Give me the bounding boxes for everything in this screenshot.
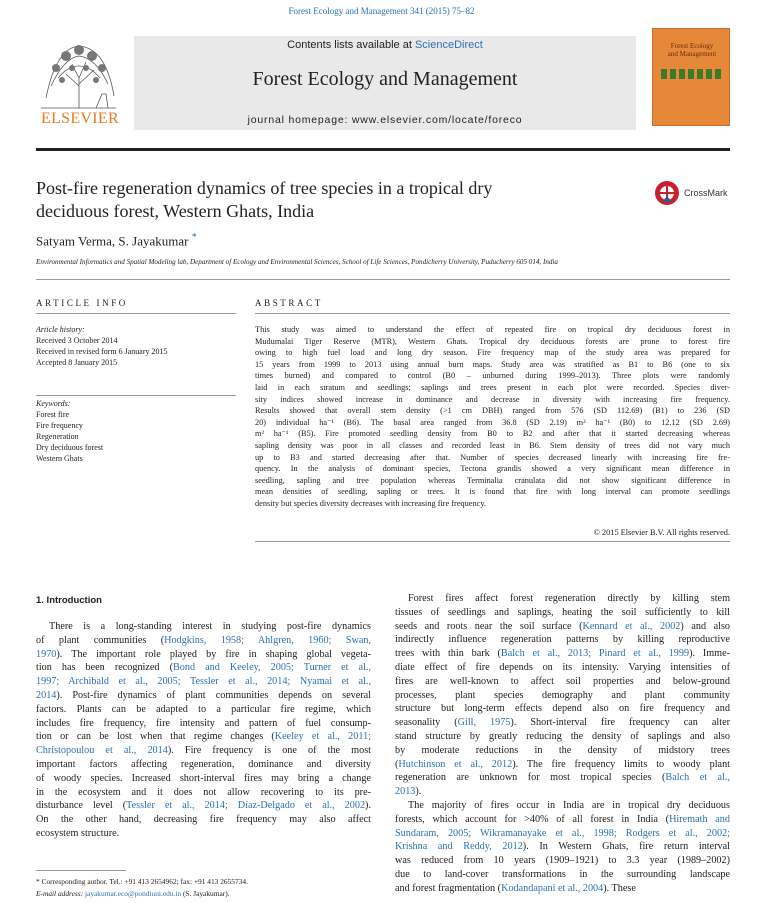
abstract-line: 20) individual ha⁻¹ (B6). The basal area ranged from 36.8 (SD 2.19) m² ha⁻¹ (B0) to 12.12 (SD 2.69)	[255, 417, 730, 427]
authors	[36, 232, 197, 249]
abstract-line: seedling, sapling and tree population whereas Terminalia cranulata did not show significant difference in	[255, 475, 730, 485]
text-line	[395, 716, 730, 730]
journal-title: Forest Ecology and Management	[252, 68, 518, 90]
text-line	[36, 744, 371, 758]
text-segment: by moderate reductions in the density of midstory trees	[395, 744, 730, 756]
footnote-rule	[36, 870, 126, 871]
text-segment: ) and also	[680, 620, 730, 632]
keyword: Fire frequency	[36, 421, 83, 430]
text-line	[395, 675, 730, 689]
article-history	[36, 324, 236, 368]
text-segment: Forest fires affect forest regeneration directly by killing stem	[408, 593, 730, 604]
email-suffix: (S. Jayakumar).	[181, 889, 230, 898]
text-segment: in the ecosystem and it does not allow recovering to its pre-	[36, 786, 371, 798]
history-revised: Received in revised form 6 January 2015	[36, 347, 168, 356]
citation-link[interactable]: Kodandapani et al., 2004	[501, 882, 604, 894]
text-segment: fires are well-known to affect soil properties and below-ground	[395, 675, 730, 687]
citation-link[interactable]: Tessler et al., 2014; Díaz-Delgado et al., 2002	[126, 800, 366, 812]
text-line	[395, 730, 730, 744]
text-segment: structure but long-term effects depend also on fire frequency and	[395, 703, 730, 715]
text-segment: due to land-cover transformations in the surrounding landscape	[395, 868, 730, 880]
article-info-rule	[36, 313, 236, 314]
text-segment: ). Fire frequency is one of the most	[167, 745, 371, 757]
journal-homepage[interactable]: journal homepage: www.elsevier.com/locate/foreco	[247, 114, 523, 126]
journal-masthead	[134, 36, 636, 130]
contents-line	[134, 39, 636, 51]
text-line	[36, 675, 371, 689]
text-segment: stand structure by greatly reducing the density of saplings and also	[395, 730, 730, 742]
abstract-line: owing to high fuel load and long dry season. Fire frequency map of the study area was prepared for	[255, 348, 730, 358]
text-line	[395, 744, 730, 758]
elsevier-wordmark: ELSEVIER	[41, 110, 119, 127]
text-segment: ). Short-interval fire frequency can alter	[510, 717, 730, 729]
corresponding-author-footnote: * Corresponding author. Tel.: +91 413 2654962; fax: +91 413 2655734.	[36, 877, 248, 886]
crossmark-badge[interactable]	[654, 180, 736, 208]
citation-link[interactable]: Bond and Keeley, 2005; Turner et al.,	[172, 662, 371, 674]
text-segment: was reduced from 10 years (1909–1921) to 3.3 year (1989–2002)	[395, 855, 730, 867]
citation-link[interactable]: 2014	[36, 689, 57, 701]
citation-link[interactable]: Krishna and Reddy, 2012	[395, 841, 523, 853]
cover-trees-icon	[659, 67, 725, 81]
text-line	[36, 827, 371, 841]
text-line	[36, 634, 371, 648]
article-info-heading: ARTICLE INFO	[36, 298, 128, 308]
text-line	[395, 840, 730, 854]
abstract-heading: ABSTRACT	[255, 298, 323, 308]
journal-cover[interactable]	[652, 28, 730, 126]
text-segment: trees with thin bark (	[395, 648, 501, 660]
abstract-line: 15 years from 1999 to 2013 using annual burn maps. Study area was stratified as B1 to B6 (one to six	[255, 359, 730, 369]
text-segment: seeds and roots near the soil surface (	[395, 620, 583, 632]
text-line	[395, 592, 730, 606]
text-line	[36, 772, 371, 786]
sciencedirect-link[interactable]: ScienceDirect	[414, 39, 483, 51]
email-link[interactable]: jayakumar.eco@pondiuni.edu.in	[85, 889, 182, 898]
text-segment: includes fire frequency, fire intensity and pattern of fuel consump-	[36, 717, 371, 729]
text-line	[395, 882, 730, 896]
text-segment: ). The important role played by fire in shaping global vegeta-	[56, 648, 371, 660]
abstract-line: sity indices showed increase in dominance and decrease in diversity with increasing fire frequency.	[255, 394, 730, 404]
text-line	[36, 786, 371, 800]
text-segment: of woody species. Increased short-interval fires may bring a change	[36, 772, 371, 784]
history-accepted: Accepted 8 January 2015	[36, 358, 118, 367]
citation-link[interactable]: Christopoulou et al., 2014	[36, 745, 168, 757]
abstract-line: laid in each stratum and seedlings; saplings and trees present in each plot were recorded. Species diver-	[255, 382, 730, 392]
text-line	[395, 633, 730, 647]
text-segment: ). In Western Ghats, fire return interval	[522, 841, 730, 853]
abstract-line: times burned) and compared to control (B0 – unburned during 1999–2013). Three plots were randomly	[255, 371, 730, 381]
crossmark-label: CrossMark	[684, 188, 728, 198]
text-segment: ).	[365, 800, 371, 812]
text-line	[395, 689, 730, 703]
text-segment: forests, which account for >40% of all forest in India (	[395, 813, 670, 825]
abstract-line: sapling density was poor in all classes and recorded least in B6. Stem density of trees did not vary much	[255, 440, 730, 450]
text-line	[395, 813, 730, 827]
email-label: E-mail address:	[36, 889, 85, 898]
text-line	[36, 758, 371, 772]
abstract-line: density but species diversity decreases with increasing fire frequency.	[255, 498, 486, 508]
text-segment: ). Post-fire dynamics of plant communities depends on several	[56, 689, 371, 701]
text-segment: (	[395, 758, 399, 770]
keyword: Dry deciduous forest	[36, 443, 104, 452]
abstract-line: Mudumalai Tiger Reserve (MTR), Western Ghats. Tropical dry deciduous forests are prone to forest fire	[255, 336, 730, 346]
text-segment: and forest fragmentation (	[395, 882, 502, 894]
keywords	[36, 398, 236, 464]
text-segment: disturbance level (	[36, 800, 127, 812]
intro-left-column	[36, 620, 371, 841]
abstract-line: Results showed that overall stem density (>1 cm DBH) ranged from 576 (SD 112.69) (B1) to 236 (SD	[255, 406, 730, 416]
text-segment: tissues of seedlings and saplings, heating the soil sufficiently to kill	[395, 606, 730, 618]
article-title: Post-fire regeneration dynamics of tree species in a tropical dry deciduous forest, Western Ghats, India	[36, 178, 493, 221]
text-segment: tion or can be lost when that regime changes (	[36, 731, 275, 743]
crossmark-icon	[654, 180, 680, 206]
text-line	[395, 606, 730, 620]
text-segment: ). These	[603, 882, 636, 894]
keyword: Western Ghats	[36, 454, 83, 463]
abstract-line: mean densities of seedling, sapling or trees. It is found that fire with long interval can promote seedlings	[255, 487, 730, 497]
citation-link[interactable]: Gill, 1975	[457, 717, 511, 729]
text-segment: processes, plant species demography and plant community	[395, 689, 730, 701]
text-segment: seasonality (	[395, 717, 458, 729]
citation-link[interactable]: Keeley et al., 2011;	[274, 731, 371, 743]
text-segment: ecosystem structure.	[36, 827, 120, 839]
text-line	[36, 689, 371, 703]
text-segment: ).	[415, 786, 422, 798]
history-label: Article history:	[36, 325, 85, 334]
text-segment: On the other hand, decreasing fire frequency may also affect	[36, 814, 371, 826]
text-segment: tion has been recognized (	[36, 662, 173, 674]
citation-link[interactable]: 1970	[36, 648, 57, 660]
citation-link[interactable]: Balch et al., 2013; Pinard et al., 1999	[500, 648, 690, 660]
text-line	[395, 647, 730, 661]
abstract-line: up to B3 and started decreasing after that. Number of species decreased linearly with increasing fire fre-	[255, 452, 730, 462]
abstract-body	[255, 324, 730, 510]
abstract-line: m² ha⁻¹ (B5). Fire promoted seedling density from B0 to B2 and after that it started decreasing whereas	[255, 429, 730, 439]
introduction-heading: 1. Introduction	[36, 595, 102, 606]
text-segment: ). Imme-	[689, 648, 730, 660]
text-segment: of plant communities (	[36, 634, 165, 646]
keyword: Forest fire	[36, 410, 70, 419]
text-segment: important factors affecting regeneration, dominance and diversity	[36, 758, 371, 770]
text-segment: There is a long-standing interest in studying post-fire dynamics	[49, 621, 371, 632]
text-line	[36, 703, 371, 717]
text-segment: factors. Plants can be adapted to a particular fire regime, which	[36, 703, 371, 715]
affiliation: Environmental Informatics and Spatial Modeling lab, Department of Ecology and Environmental Sciences, School of Life Sciences, Pondicherry University, Puducherry 605 014, India	[36, 258, 558, 266]
running-head[interactable]: Forest Ecology and Management 341 (2015) 75–82	[288, 6, 475, 16]
text-line	[395, 702, 730, 716]
citation-link[interactable]: Sundaram, 2005; Wikramanayake et al., 1998; Rodgers et al., 2002;	[395, 827, 730, 839]
keywords-rule	[36, 395, 236, 396]
text-line	[395, 854, 730, 868]
text-line	[395, 868, 730, 882]
text-line	[395, 827, 730, 841]
citation-link[interactable]: Hiremath and	[669, 813, 730, 825]
text-segment: The majority of fires occur in India are in tropical dry deciduous	[408, 799, 730, 811]
history-received: Received 3 October 2014	[36, 336, 118, 345]
text-line	[36, 813, 371, 827]
text-segment: diate effect of fire depends on its intensity. Varying intensities of	[395, 661, 730, 673]
keyword: Regeneration	[36, 432, 79, 441]
citation-link[interactable]: Balch et al.,	[665, 772, 730, 784]
text-line	[36, 620, 371, 634]
text-line	[36, 717, 371, 731]
text-line	[395, 758, 730, 772]
text-line	[395, 661, 730, 675]
text-line	[36, 799, 371, 813]
text-segment: indirectly influence regeneration patterns by killing reproductive	[395, 634, 730, 646]
section-rule	[36, 279, 730, 280]
text-segment: ). The fire frequency limits to woody plant	[512, 758, 730, 770]
text-line	[36, 661, 371, 675]
citation-link[interactable]: Kennard et al., 2002	[582, 620, 681, 632]
text-segment: regeneration are unknown for most tropical species (	[395, 772, 666, 784]
abstract-line: This study was aimed to understand the effect of repeated fire on tropical dry deciduous forest in	[255, 325, 730, 334]
contents-prefix: Contents lists available at	[287, 39, 415, 51]
abstract-line: quency. In the analysis of dominant species, Tectona grandis showed a very significant mean difference in	[255, 464, 730, 474]
keywords-label: Keywords:	[36, 399, 71, 408]
text-line	[36, 648, 371, 662]
citation-link[interactable]: 2013	[395, 786, 416, 798]
citation-link[interactable]: Hutchinson et al., 2012	[398, 758, 513, 770]
author-names: Satyam Verma, S. Jayakumar	[36, 233, 189, 249]
intro-right-column	[395, 592, 730, 896]
header-rule	[36, 148, 730, 151]
email-footnote	[36, 889, 230, 898]
citation-link[interactable]: Hodgkins, 1958; Ahlgren, 1960; Swan,	[164, 634, 371, 646]
copyright: © 2015 Elsevier B.V. All rights reserved.	[593, 528, 730, 537]
text-line	[395, 785, 730, 799]
text-line	[36, 730, 371, 744]
citation-link[interactable]: 1997; Archibald et al., 2005; Tessler et al., 2014; Nyamai et al.,	[36, 676, 371, 688]
abstract-rule	[255, 313, 730, 314]
text-line	[395, 771, 730, 785]
text-line	[395, 620, 730, 634]
abstract-end-rule	[255, 541, 730, 542]
text-line	[395, 799, 730, 813]
cover-title: Forest Ecology and Management	[667, 42, 717, 58]
corresponding-author-marker[interactable]: *	[191, 232, 197, 243]
